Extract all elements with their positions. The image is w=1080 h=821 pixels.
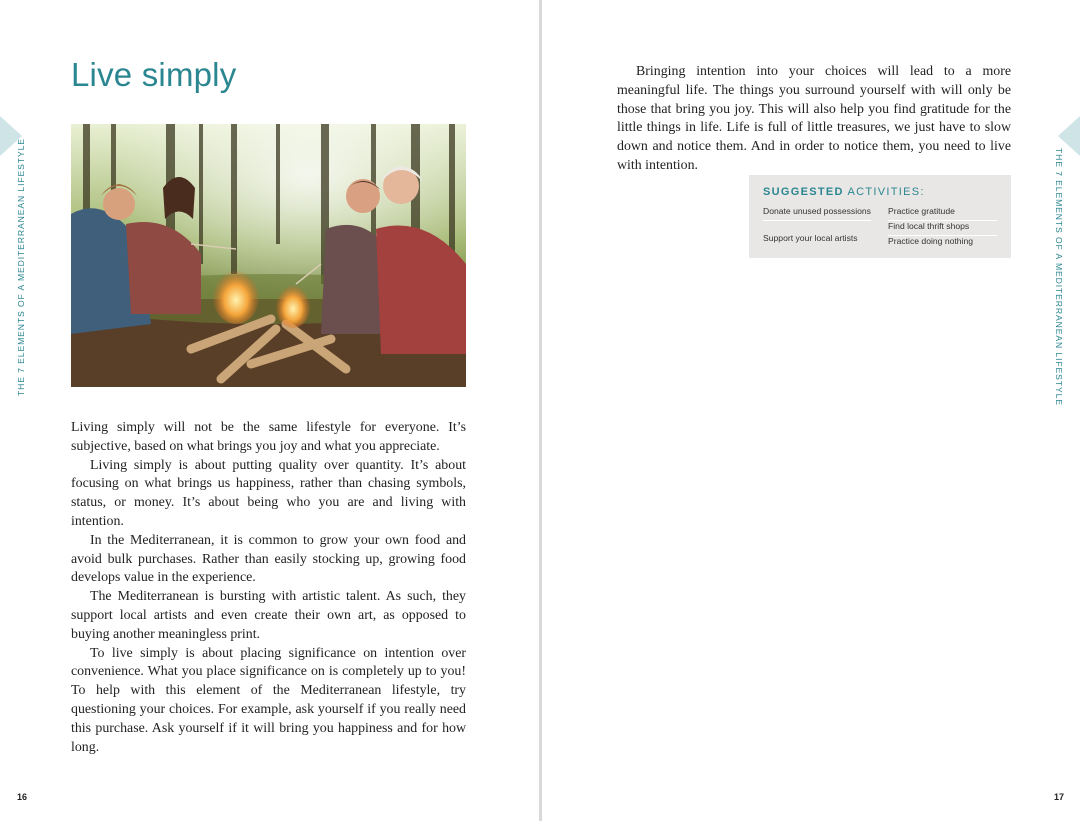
right-page — [542, 0, 1080, 821]
running-head-right: THE 7 ELEMENTS OF A MEDITERRANEAN LIFESTYLE — [1054, 148, 1064, 406]
left-page — [0, 0, 539, 821]
activity-item: Practice gratitude — [888, 206, 997, 221]
activity-item: Find local thrift shops — [888, 221, 997, 236]
right-body-text — [617, 63, 1011, 176]
activity-item: Support your local artists — [763, 233, 858, 243]
left-body-text — [71, 419, 466, 757]
campfire-family-photo — [71, 124, 466, 387]
page-number-left: 16 — [17, 792, 28, 802]
sidebar-title: SUGGESTED ACTIVITIES: — [763, 186, 925, 198]
paragraph: Bringing intention into your choices will lead to a more meaningful life. The things you surround yourself with will only be those that bring you joy. This will also help you find gratitude for the little things in life. Life is full of little treasures, we just have to slow down and notice them. And in order to notice them, you need to live with intention. — [617, 64, 1011, 173]
paragraph: The Mediterranean is bursting with artistic talent. As such, they support local artists and even create their own art, as opposed to buying another meaningless print. — [71, 589, 466, 642]
page-title: Live simply — [71, 56, 237, 93]
page-number-right: 17 — [1053, 792, 1064, 802]
paragraph: Living simply is about putting quality over quantity. It’s about focusing on what brings us happiness, rather than chasing symbols, status, or money. It’s about being who you are and living with intention. — [71, 457, 466, 529]
running-head-left: THE 7 ELEMENTS OF A MEDITERRANEAN LIFESTYLE — [16, 138, 26, 396]
paragraph: Living simply will not be the same lifestyle for everyone. It’s subjective, based on what brings you joy and what you appreciate. — [71, 420, 466, 454]
paragraph: In the Mediterranean, it is common to grow your own food and avoid bulk purchases. Rather than easily stocking up, growing food develops value in the experience. — [71, 532, 466, 586]
activity-item: Practice doing nothing — [888, 236, 974, 246]
paragraph: To live simply is about placing significance on intention over convenience. What you place significance on is completely up to you! To help with this element of the Mediterranean lifestyle, try questioning your choices. For example, ask yourself if you really need this purchase. Ask yourself if it will bring you happiness and for how long. — [71, 645, 466, 755]
suggested-activities-box — [749, 175, 1011, 258]
activity-item: Donate unused possessions — [763, 206, 871, 221]
